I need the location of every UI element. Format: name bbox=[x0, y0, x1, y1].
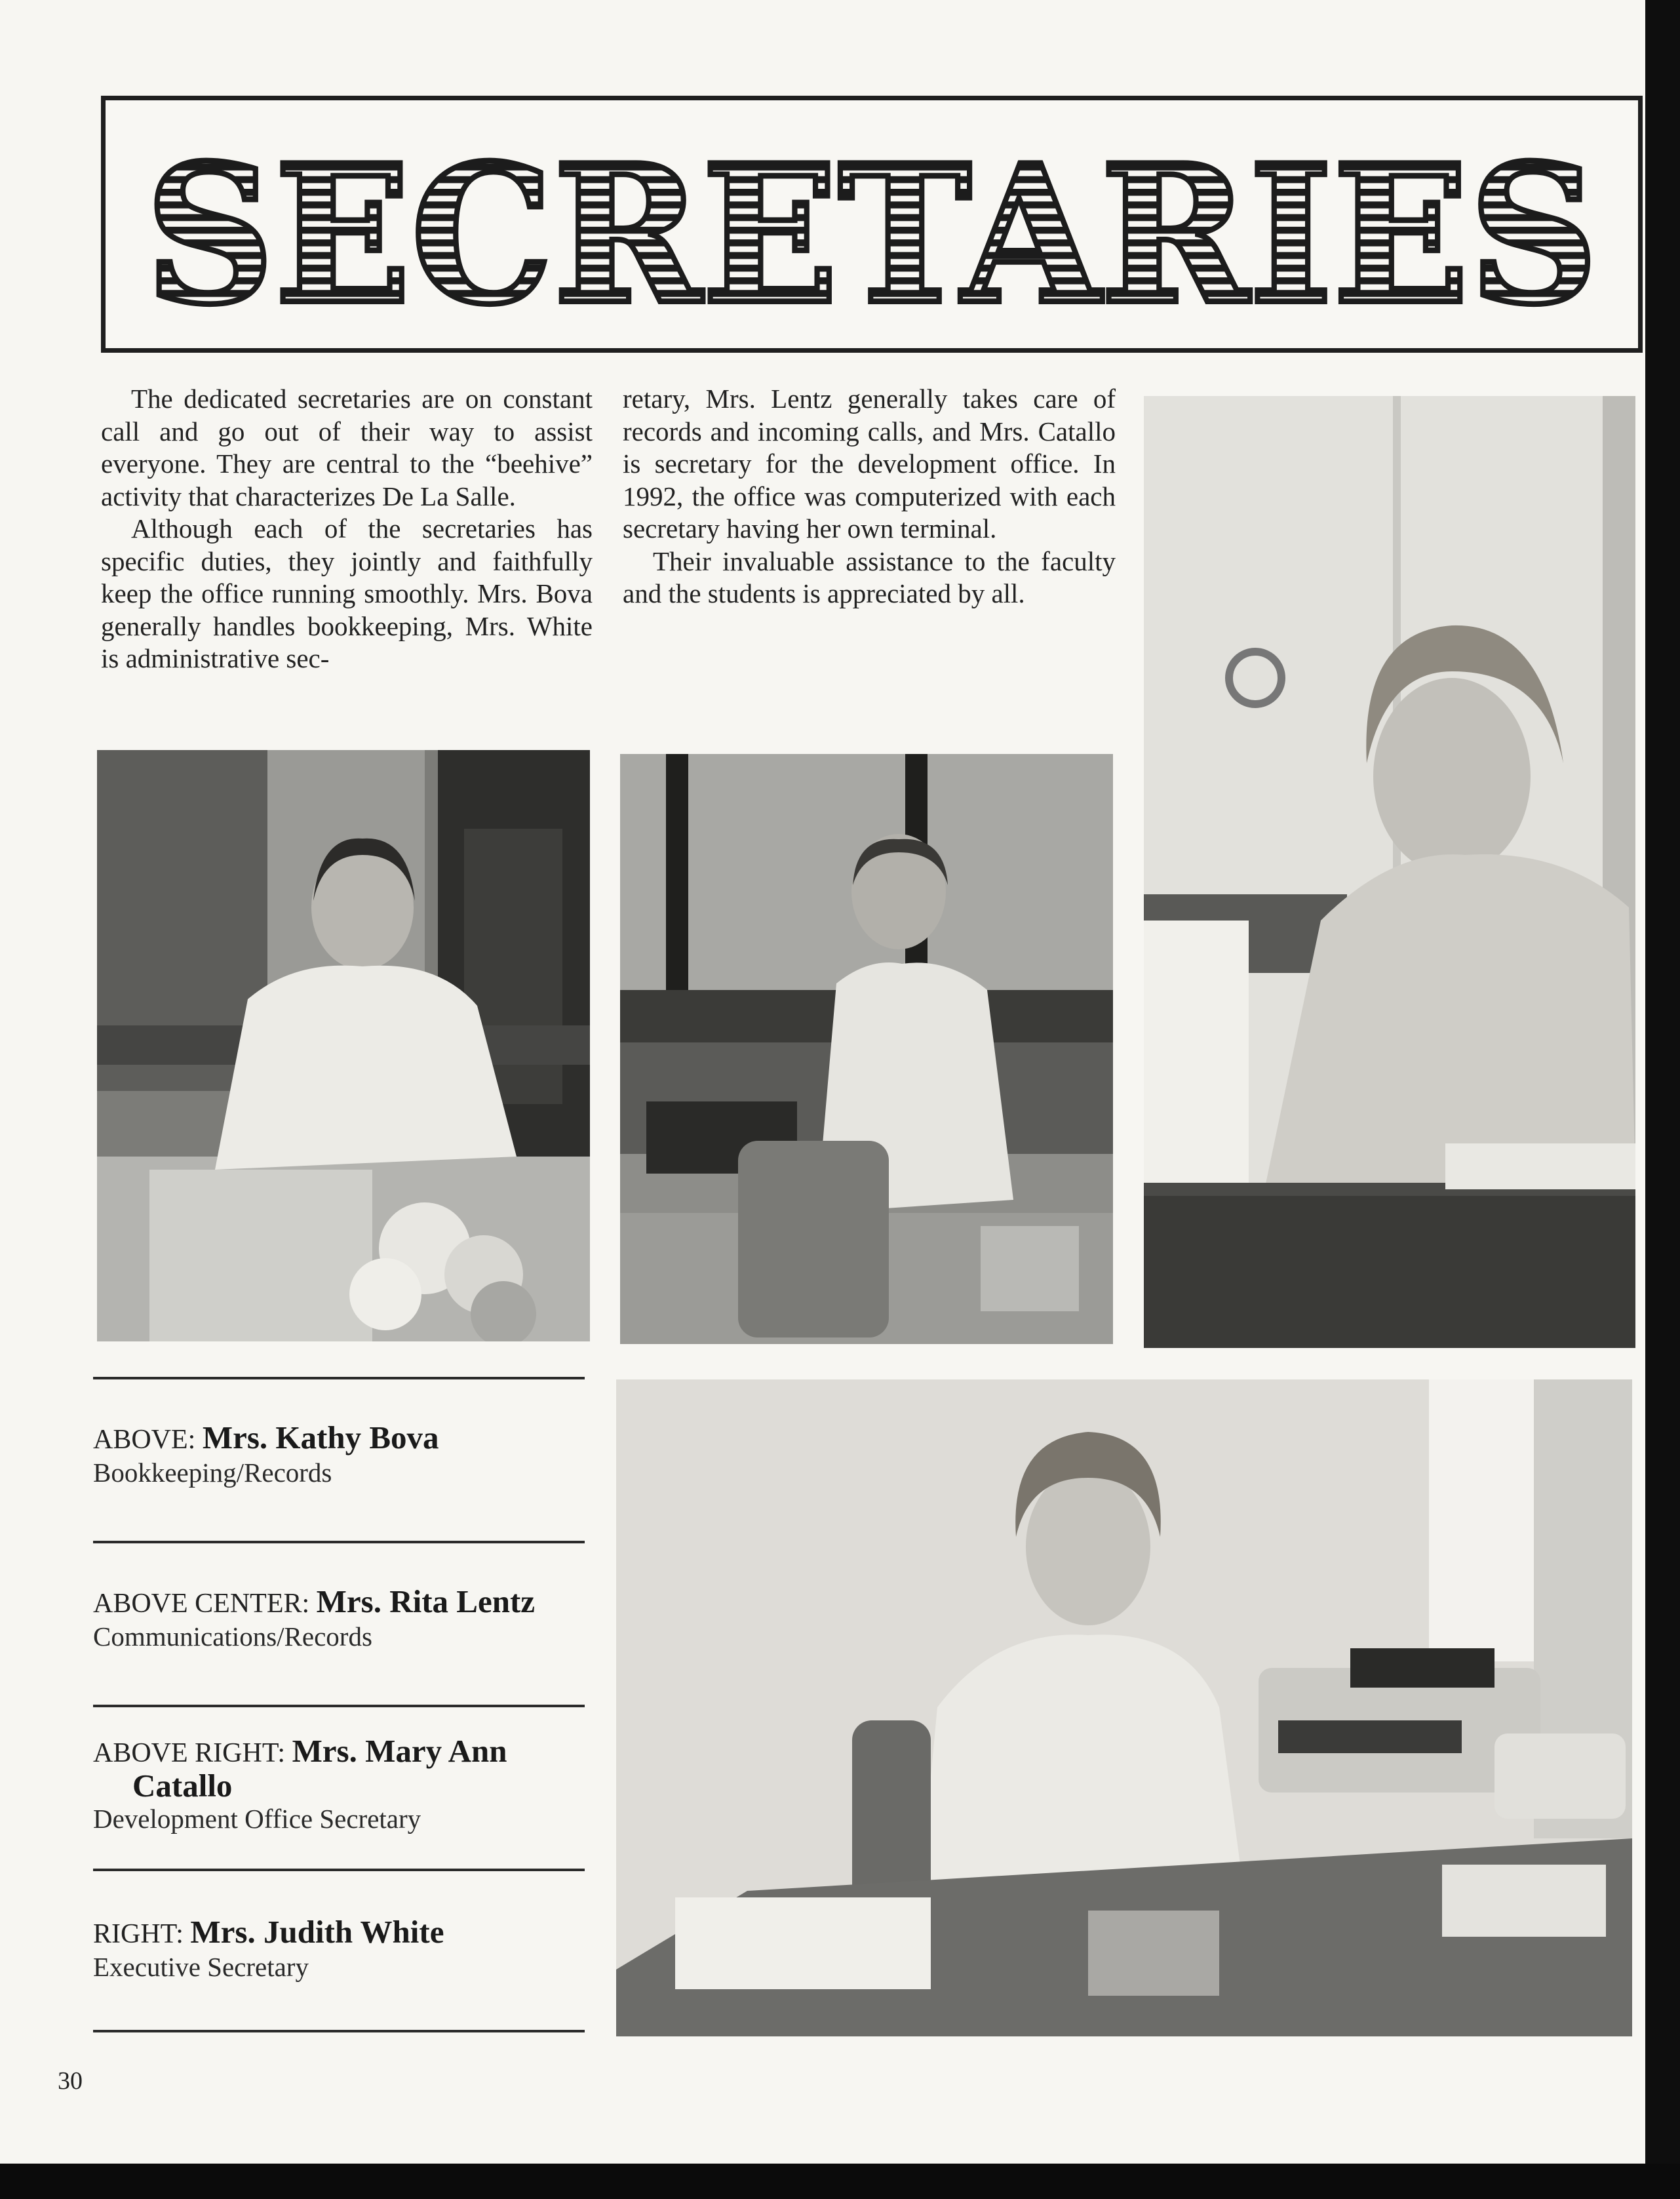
body-column-left bbox=[101, 383, 593, 675]
caption-position: ABOVE: bbox=[93, 1425, 196, 1455]
caption-divider bbox=[93, 1705, 585, 1707]
caption-name: Mrs. Mary Ann bbox=[292, 1733, 507, 1769]
caption-name: Mrs. Kathy Bova bbox=[202, 1419, 439, 1456]
caption-name: Mrs. Rita Lentz bbox=[316, 1583, 536, 1619]
body-paragraph: Although each of the secretaries has specific duties, they jointly and faithfully keep the office running smoothly. Mrs. Bova generally handles bookkeeping, Mrs. White is administrative sec- bbox=[101, 513, 593, 673]
caption-role: Development Office Secretary bbox=[93, 1804, 421, 1834]
caption-white bbox=[93, 1916, 591, 1983]
title-banner bbox=[101, 96, 1643, 353]
page-title: SECRETARIES bbox=[145, 123, 1599, 347]
caption-divider bbox=[93, 1377, 585, 1379]
photo-judith-white bbox=[616, 1379, 1632, 2036]
caption-lentz bbox=[93, 1585, 591, 1653]
title-striped-lettering bbox=[106, 100, 1638, 348]
page-number: 30 bbox=[58, 2067, 83, 2095]
photo-mary-ann-catallo bbox=[1144, 396, 1635, 1348]
caption-position: ABOVE CENTER: bbox=[93, 1589, 310, 1619]
caption-divider bbox=[93, 2030, 585, 2032]
caption-name: Mrs. Judith White bbox=[190, 1914, 444, 1950]
caption-name-continued: Catallo bbox=[132, 1768, 233, 1804]
caption-bova bbox=[93, 1421, 591, 1489]
caption-divider bbox=[93, 1869, 585, 1871]
scan-edge-bottom bbox=[0, 2164, 1680, 2199]
caption-role: Executive Secretary bbox=[93, 1952, 309, 1982]
photo-rita-lentz bbox=[620, 754, 1113, 1344]
caption-role: Communications/Records bbox=[93, 1621, 372, 1652]
caption-catallo bbox=[93, 1735, 591, 1835]
caption-role: Bookkeeping/Records bbox=[93, 1457, 332, 1488]
caption-position: RIGHT: bbox=[93, 1919, 184, 1949]
body-paragraph: retary, Mrs. Lentz generally takes care of records and incoming calls, and Mrs. Catallo is secretary for the development office. In 1992, the office was computerized with each secretary having her own terminal. bbox=[623, 384, 1116, 544]
body-paragraph: The dedicated secretaries are on constant call and go out of their way to assist everyone. They are central to the “beehive” activity that characterizes De La Salle. bbox=[101, 384, 593, 511]
body-paragraph: Their invaluable assistance to the faculty and the students is appreciated by all. bbox=[623, 545, 1116, 608]
scan-edge-right bbox=[1645, 0, 1680, 2199]
caption-position: ABOVE RIGHT: bbox=[93, 1738, 286, 1768]
photo-kathy-bova bbox=[97, 750, 590, 1341]
caption-divider bbox=[93, 1541, 585, 1543]
body-column-middle bbox=[623, 383, 1116, 610]
